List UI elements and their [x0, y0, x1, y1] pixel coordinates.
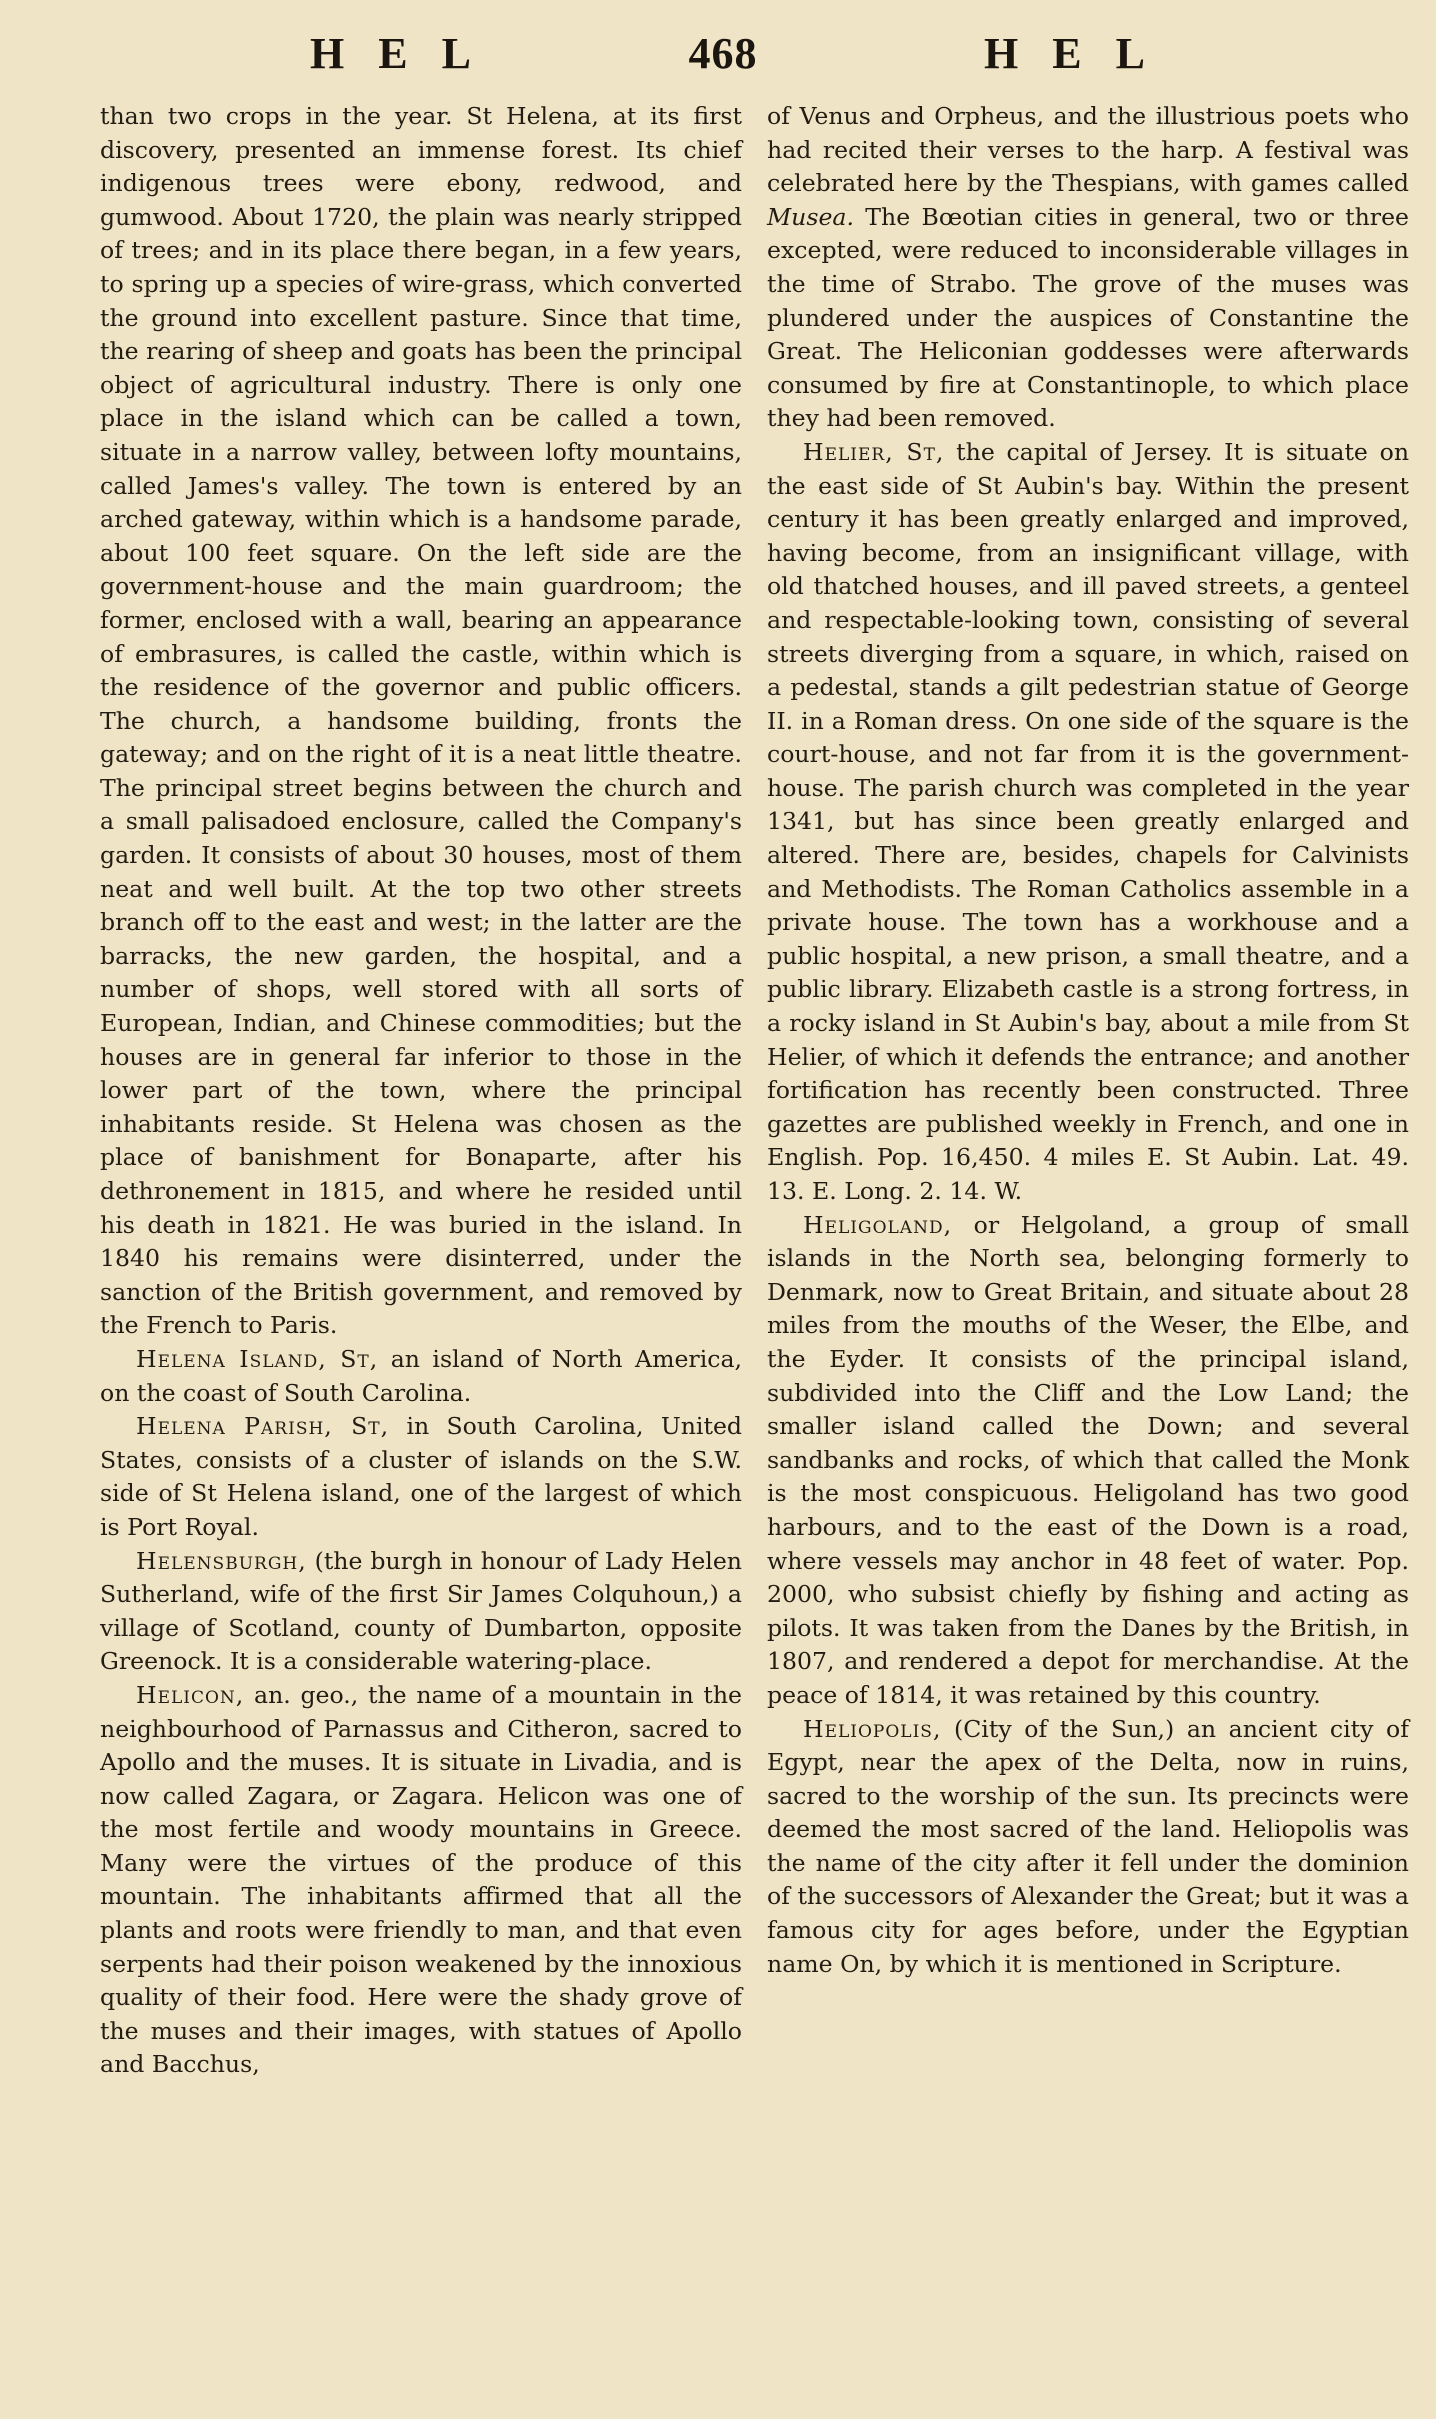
entry-headword: Helena Parish, St,	[136, 1412, 390, 1441]
right-column	[767, 100, 1409, 1981]
entry-helicon	[100, 1679, 742, 2082]
entry-st-helena-continued	[100, 100, 742, 1343]
entry-text: in South Carolina, United States, consists of a cluster of islands on the S.W. side of St Helena island, one of the largest of which is Port Royal.	[100, 1412, 743, 1541]
left-column	[100, 100, 742, 2082]
entry-headword: Heligoland,	[803, 1210, 953, 1239]
entry-text: an. geo., the name of a mountain in the neighbourhood of Parnassus and Citheron, sacred to Apollo and the muses. It is situate in Livadia, and is now called Zagara, or Zagara. Helicon was one of the most fertile and woody mountains in Greece. Many were the virtues of the produce of this mountain. The inhabitants affirmed that all the plants and roots were friendly to man, and that even serpents had their poison weakened by the innoxious quality of their food. Here were the shady grove of the muses and their images, with statues of Apollo and Bacchus,	[100, 1680, 742, 2079]
entry-helicon-continued	[767, 100, 1409, 436]
entry-headword: Heliopolis,	[803, 1714, 942, 1743]
entry-helensburgh	[100, 1545, 742, 1679]
entry-text: or Helgoland, a group of small islands in the North sea, belonging formerly to Denmark, now to Great Britain, and situate about 28 miles from the mouths of the Weser, the Elbe, and the Eyder. It consists of the principal island, subdivided into the Cliff and the Low Land; the smaller island called the Down; and several sandbanks and rocks, of which that called the Monk is the most conspicuous. Heligoland has two good harbours, and to the east of the Down is a road, where vessels may anchor in 48 feet of water. Pop. 2000, who subsist chiefly by fishing and acting as pilots. It was taken from the Danes by the British, in 1807, and rendered a depot for merchandise. At the peace of 1814, it was retained by this country.	[767, 1210, 1410, 1709]
entry-headword: Helicon,	[136, 1680, 245, 1709]
entry-text: of Venus and Orpheus, and the illustrious poets who had recited their verses to the harp. A festival was celebrated here by the Thespians, with games called	[767, 102, 1409, 198]
entry-headword: Helena Island, St,	[136, 1344, 379, 1373]
entry-helena-island	[100, 1343, 742, 1410]
entry-text: (the burgh in honour of Lady Helen Sutherland, wife of the first Sir James Colquhoun,) a village of Scotland, county of Dumbarton, opposite Greenock. It is a considerable watering-place.	[100, 1546, 742, 1676]
page-number: 468	[688, 29, 758, 78]
entry-helena-parish	[100, 1410, 742, 1544]
page-header	[0, 28, 1436, 88]
running-head-left: HEL	[310, 29, 505, 78]
entry-headword: Helier, St,	[803, 437, 945, 466]
entry-text: an island of North America, on the coast of South Carolina.	[100, 1344, 743, 1407]
running-head-right: HEL	[984, 29, 1179, 78]
entry-text: than two crops in the year. St Helena, at its first discovery, presented an immense forest. Its chief indigenous trees were ebony, redwood, and gumwood. About 1720, the plain was nearly stripped of trees; and in its place there began, in a few years, to spring up a species of wire-grass, which converted the ground into excellent pasture. Since that time, the rearing of sheep and goats has been the principal object of agricultural industry. There is only one place in the island which can be called a town, situate in a narrow valley, between lofty mountains, called James's valley. The town is entered by an arched gateway, within which is a handsome parade, about 100 feet square. On the left side are the government-house and the main guardroom; the former, enclosed with a wall, bearing an appearance of embrasures, is called the castle, within which is the residence of the governor and public officers. The church, a handsome building, fronts the gateway; and on the right of it is a neat little theatre. The principal street begins between the church and a small palisadoed enclosure, called the Company's garden. It consists of about 30 houses, most of them neat and well built. At the top two other streets branch off to the east and west; in the latter are the barracks, the new garden, the hospital, and a number of shops, well stored with all sorts of European, Indian, and Chinese commodities; but the houses are in general far inferior to those in the lower part of the town, where the principal inhabitants reside. St Helena was chosen as the place of banishment for Bonaparte, after his dethronement in 1815, and where he resided until his death in 1821. He was buried in the island. In 1840 his remains were disinterred, under the sanction of the British government, and removed by the French to Paris.	[100, 102, 742, 1340]
entry-text: The Bœotian cities in general, two or three excepted, were reduced to inconsiderable villages in the time of Strabo. The grove of the muses was plundered under the auspices of Constantine the Great. The Heliconian goddesses were afterwards consumed by fire at Constantinople, to which place they had been removed.	[767, 202, 1409, 433]
entry-heligoland	[767, 1209, 1409, 1713]
entry-heliopolis	[767, 1713, 1409, 1982]
entry-headword: Helensburgh,	[136, 1546, 307, 1575]
entry-text: the capital of Jersey. It is situate on the east side of St Aubin's bay. Within the present century it has been greatly enlarged and improved, having become, from an insignificant village, with old thatched houses, and ill paved streets, a genteel and respectable-looking town, consisting of several streets diverging from a square, in which, raised on a pedestal, stands a gilt pedestrian statue of George II. in a Roman dress. On one side of the square is the court-house, and not far from it is the government-house. The parish church was completed in the year 1341, but has since been greatly enlarged and altered. There are, besides, chapels for Calvinists and Methodists. The Roman Catholics assemble in a private house. The town has a workhouse and a public hospital, a new prison, a small theatre, and a public library. Elizabeth castle is a strong fortress, in a rocky island in St Aubin's bay, about a mile from St Helier, of which it defends the entrance; and another fortification has recently been constructed. Three gazettes are published weekly in French, and one in English. Pop. 16,450. 4 miles E. St Aubin. Lat. 49. 13. E. Long. 2. 14. W.	[767, 437, 1410, 1205]
entry-helier	[767, 436, 1409, 1209]
entry-text: (City of the Sun,) an ancient city of Egypt, near the apex of the Delta, now in ruins, sacred to the worship of the sun. Its precincts were deemed the most sacred of the land. Heliopolis was the name of the city after it fell under the dominion of the successors of Alexander the Great; but it was a famous city for ages before, under the Egyptian name On, by which it is mentioned in Scripture.	[767, 1714, 1409, 1978]
italic-term: Musea.	[767, 202, 854, 231]
